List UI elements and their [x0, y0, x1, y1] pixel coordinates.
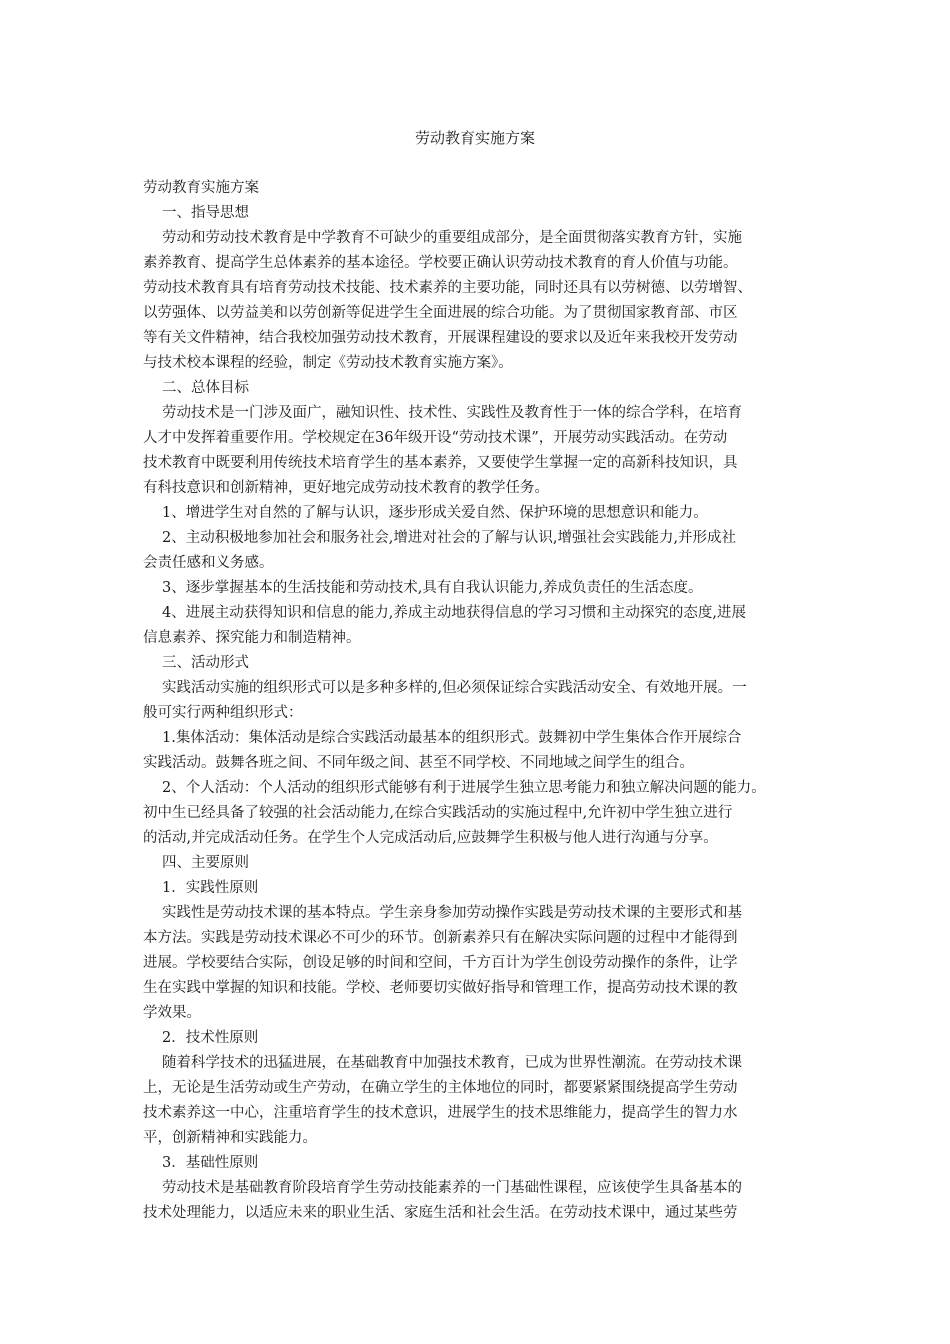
list-item: 2、主动积极地参加社会和服务社会,增进对社会的了解与认识,增强社会实践能力,并形成社 — [162, 530, 737, 546]
paragraph-line: 劳动技术是基础教育阶段培育学生劳动技能素养的一门基础性课程，应该使学生具备基本的 — [162, 1180, 742, 1196]
paragraph-line: 生在实践中掌握的知识和技能。学校、老师要切实做好指导和管理工作，提高劳动技术课的教 — [143, 980, 738, 996]
paragraph-line: 进展。学校要结合实际，创设足够的时间和空间，千方百计为学生创设劳动操作的条件，让学 — [143, 955, 738, 971]
paragraph-line: 随着科学技术的迅猛进展，在基础教育中加强技术教育，已成为世界性潮流。在劳动技术课 — [162, 1055, 742, 1071]
section-heading: 二、总体目标 — [162, 380, 249, 396]
document-title: 劳动教育实施方案 — [414, 129, 535, 147]
paragraph-line: 有科技意识和创新精神，更好地完成劳动技术教育的教学任务。 — [143, 480, 549, 496]
subsection-heading: 2．技术性原则 — [162, 1030, 259, 1046]
paragraph-line: 技术素养这一中心，注重培育学生的技术意识，进展学生的技术思维能力，提高学生的智力水 — [143, 1105, 738, 1121]
paragraph-line: 实践性是劳动技术课的基本特点。学生亲身参加劳动操作实践是劳动技术课的主要形式和基 — [162, 905, 742, 921]
section-heading: 三、活动形式 — [162, 655, 249, 671]
paragraph-line: 会责任感和义务感。 — [143, 555, 274, 571]
section-heading: 一、指导思想 — [162, 205, 249, 221]
section-heading: 四、主要原则 — [162, 855, 249, 871]
paragraph-line: 技术教育中既要利用传统技术培育学生的基本素养，又要使学生掌握一定的高新科技知识，具 — [143, 455, 738, 471]
paragraph-line: 的活动,并完成活动任务。在学生个人完成活动后,应鼓舞学生积极与他人进行沟通与分享。 — [143, 830, 718, 846]
paragraph-line: 信息素养、探究能力和制造精神。 — [143, 630, 361, 646]
paragraph-line: 劳动技术教育具有培育劳动技术技能、技术素养的主要功能，同时还具有以劳树德、以劳增智、 — [143, 280, 752, 296]
subsection-heading: 1．实践性原则 — [162, 880, 259, 896]
paragraph-line: 实践活动实施的组织形式可以是多种多样的,但必须保证综合实践活动安全、有效地开展。一 — [162, 680, 747, 696]
paragraph-line: 本方法。实践是劳动技术课必不可少的环节。创新素养只有在解决实际问题的过程中才能得到 — [143, 930, 738, 946]
paragraph-line: 平，创新精神和实践能力。 — [143, 1130, 317, 1146]
subtitle-line: 劳动教育实施方案 — [143, 180, 259, 196]
list-item: 3、逐步掌握基本的生活技能和劳动技术,具有自我认识能力,养成负责任的生活态度。 — [162, 580, 703, 596]
paragraph-line: 劳动技术是一门涉及面广，融知识性、技术性、实践性及教育性于一体的综合学科，在培育 — [162, 405, 742, 421]
paragraph-line: 初中生已经具备了较强的社会活动能力,在综合实践活动的实施过程中,允许初中学生独立进行 — [143, 805, 733, 821]
paragraph-line: 学效果。 — [143, 1005, 201, 1021]
paragraph-line: 人才中发挥着重要作用。学校规定在36年级开设“劳动技术课”，开展劳动实践活动。在劳动 — [143, 430, 728, 446]
paragraph-line: 般可实行两种组织形式： — [143, 705, 303, 721]
list-item: 4、进展主动获得知识和信息的能力,养成主动地获得信息的学习习惯和主动探究的态度,进展 — [162, 605, 746, 621]
paragraph-line: 与技术校本课程的经验，制定《劳动技术教育实施方案》。 — [143, 355, 513, 371]
paragraph-line: 实践活动。鼓舞各班之间、不同年级之间、甚至不同学校、不同地域之间学生的组合。 — [143, 755, 694, 771]
paragraph-line: 上，无论是生活劳动或生产劳动，在确立学生的主体地位的同时，都要紧紧围绕提高学生劳动 — [143, 1080, 738, 1096]
paragraph-line: 技术处理能力，以适应未来的职业生活、家庭生活和社会生活。在劳动技术课中，通过某些劳 — [143, 1205, 738, 1221]
list-item: 1.集体活动：集体活动是综合实践活动最基本的组织形式。鼓舞初中学生集体合作开展综合 — [162, 730, 742, 746]
list-item: 1、增进学生对自然的了解与认识，逐步形成关爱自然、保护环境的思想意识和能力。 — [162, 505, 708, 521]
list-item: 2、个人活动：个人活动的组织形式能够有利于进展学生独立思考能力和独立解决问题的能力。 — [162, 780, 766, 796]
paragraph-line: 等有关文件精神，结合我校加强劳动技术教育，开展课程建设的要求以及近年来我校开发劳动 — [143, 330, 738, 346]
paragraph-line: 劳动和劳动技术教育是中学教育不可缺少的重要组成部分，是全面贯彻落实教育方针，实施 — [162, 230, 742, 246]
subsection-heading: 3．基础性原则 — [162, 1155, 259, 1171]
document-body — [143, 176, 823, 1226]
paragraph-line: 素养教育、提高学生总体素养的基本途径。学校要正确认识劳动技术教育的育人价值与功能。 — [143, 255, 738, 271]
paragraph-line: 以劳强体、以劳益美和以劳创新等促进学生全面进展的综合功能。为了贯彻国家教育部、市区 — [143, 305, 738, 321]
